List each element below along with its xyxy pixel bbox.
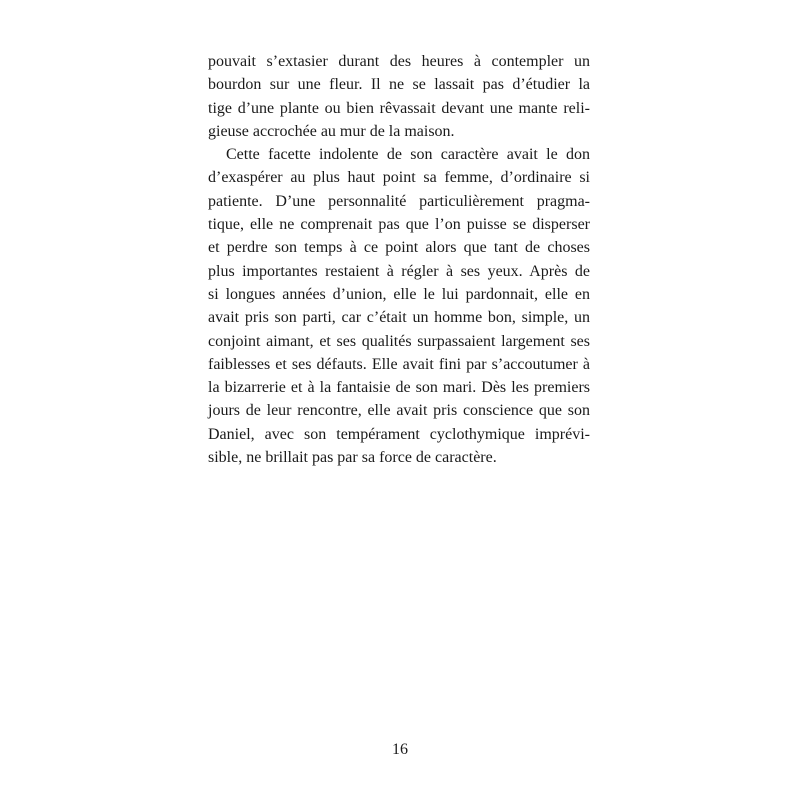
- text-line: la bizarrerie et à la fantaisie de son mari. Dès les premiers: [208, 379, 590, 397]
- text-line: pouvait s’extasier durant des heures à contempler un: [208, 53, 590, 70]
- text-line: conjoint aimant, et ses qualités surpassaient largement ses: [208, 332, 590, 350]
- page-number: 16: [392, 741, 408, 758]
- text-line: tique, elle ne comprenait pas que l’on puisse se disperser: [208, 216, 590, 234]
- text-line: tige d’une plante ou bien rêvassait devant une mante reli-: [208, 99, 590, 117]
- text-line: et perdre son temps à ce point alors que tant de choses: [208, 239, 590, 257]
- text-line: Daniel, avec son tempérament cyclothymique imprévi-: [208, 425, 590, 443]
- text-line: avait pris son parti, car c’était un homme bon, simple, un: [208, 309, 590, 327]
- text-line: plus importantes restaient à régler à ses yeux. Après de: [208, 262, 590, 280]
- text-line: si longues années d’union, elle le lui pardonnait, elle en: [208, 285, 590, 303]
- text-line: gieuse accrochée au mur de la maison.: [208, 122, 455, 140]
- text-line: sible, ne brillait pas par sa force de caractère.: [208, 449, 497, 467]
- text-line: Cette facette indolente de son caractère avait le don: [226, 146, 590, 164]
- text-line: faiblesses et ses défauts. Elle avait fini par s’accoutumer à: [208, 355, 590, 373]
- text-line: d’exaspérer au plus haut point sa femme, d’ordinaire si: [208, 169, 590, 187]
- paragraph-1: [208, 50, 590, 143]
- text-line: jours de leur rencontre, elle avait pris conscience que son: [208, 402, 590, 420]
- text-line: patiente. D’une personnalité particulièrement pragma-: [208, 192, 590, 210]
- paragraph-2: [208, 143, 590, 469]
- text-line: bourdon sur une fleur. Il ne se lassait pas d’étudier la: [208, 76, 590, 94]
- body-text: [208, 50, 590, 469]
